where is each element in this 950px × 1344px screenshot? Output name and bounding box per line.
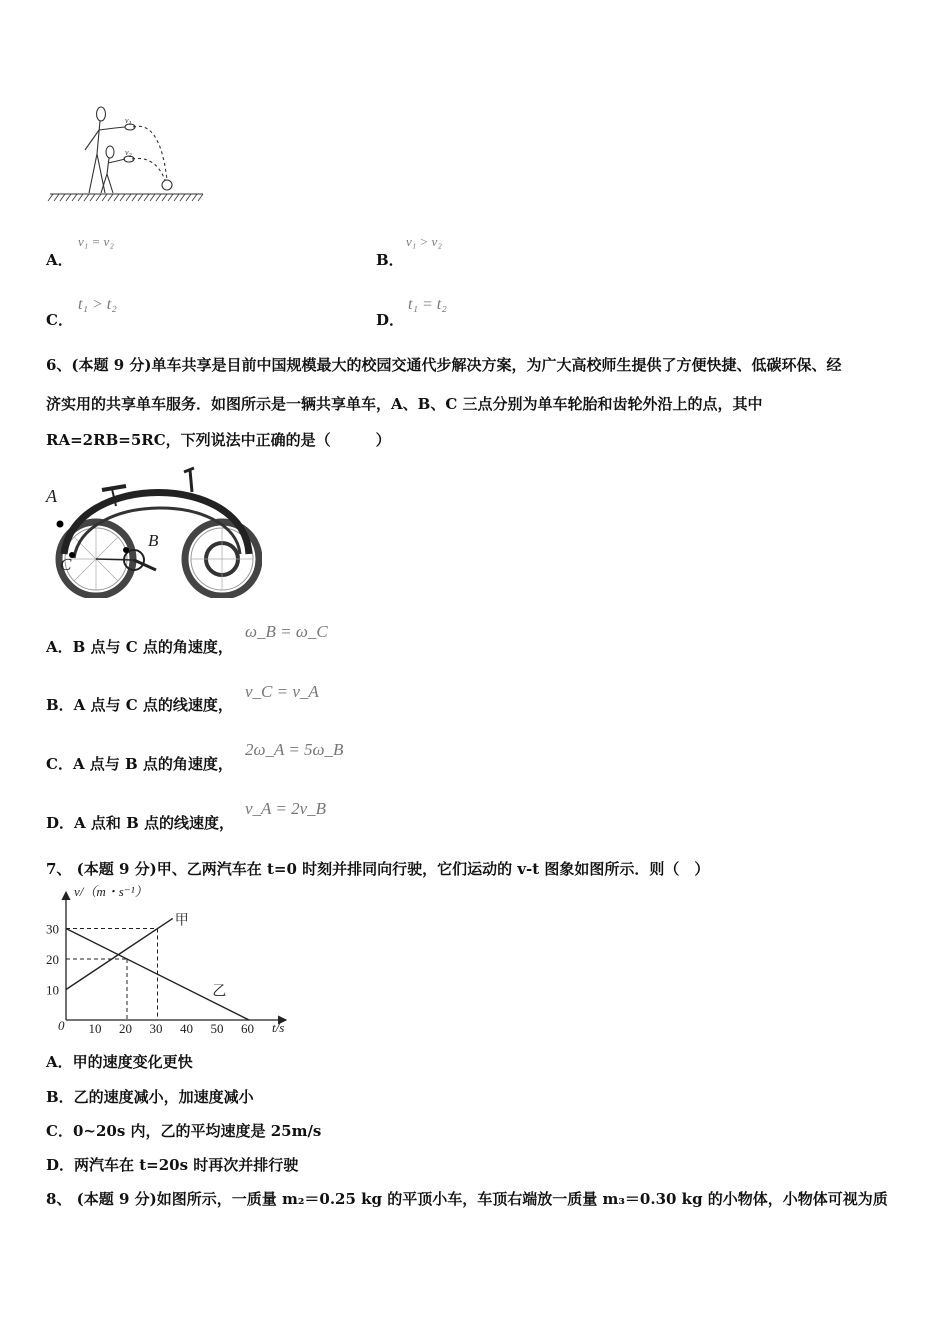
- q7-stem: 7、 (本题 9 分)甲、乙两汽车在 t=0 时刻并排同向行驶，它们运动的 v-t 图象如图所示．则（ ）: [46, 860, 710, 878]
- q5-option-b-label: B．: [376, 251, 404, 269]
- q6-option-c-text: C．A 点与 B 点的角速度，: [46, 755, 233, 773]
- y-tick-label-1: 20: [46, 952, 59, 967]
- chart-x-label: t/s: [272, 1020, 285, 1035]
- series-line-0: [66, 918, 173, 989]
- q5-option-c-expr: t₁ > t₂: [78, 296, 117, 313]
- q7-option-c: C．0~20s 内，乙的平均速度是 25m/s: [46, 1122, 322, 1140]
- svg-text:v2: $v_2$: [125, 148, 132, 159]
- q6-option-c-expr: 2ω_A = 5ω_B: [245, 740, 344, 759]
- x-tick-label-0: 10: [88, 1021, 102, 1036]
- q6-fig-label-b: B: [148, 531, 159, 550]
- x-tick-label-3: 40: [180, 1021, 193, 1036]
- x-tick-label-4: 50: [210, 1021, 224, 1036]
- chart-y-label: v/（m・s⁻¹）: [74, 884, 148, 899]
- q6-option-d-expr: v_A = 2v_B: [245, 799, 327, 818]
- q7-option-b: B．乙的速度减小，加速度减小: [46, 1088, 254, 1106]
- q5-option-b-expr: v₁ > v₂: [406, 234, 442, 249]
- svg-text:v1: $v_1$: [125, 116, 132, 127]
- q7-option-a: A．甲的速度变化更快: [46, 1053, 193, 1071]
- q6-fig-label-c: C: [60, 555, 72, 574]
- q5-fig-v2: v: [125, 148, 129, 157]
- q5-option-d-expr: t₁ = t₂: [408, 296, 447, 313]
- q6-option-d-text: D．A 点和 B 点的线速度，: [46, 814, 234, 832]
- y-tick-label-0: 10: [46, 982, 59, 998]
- x-tick-label-5: 60: [241, 1021, 254, 1036]
- q6-stem-line1: 6、(本题 9 分)单车共享是目前中国规模最大的校园交通代步解决方案，为广大高校师生提供了方便快捷、低碳环保、经: [46, 356, 842, 374]
- q7-option-d: D．两汽车在 t=20s 时再次并排行驶: [46, 1156, 299, 1174]
- y-tick-label-2: 30: [46, 921, 59, 937]
- q7-vt-chart: [44, 884, 294, 1036]
- x-tick-label-1: 20: [119, 1021, 132, 1036]
- q8-stem-line1: 8、 (本题 9 分)如图所示，一质量 m₂＝0.25 kg 的平顶小车，车顶右端放一质量 m₃＝0.30 kg 的小物体，小物体可视为质: [46, 1190, 888, 1208]
- q5-option-d-label: D．: [376, 311, 405, 329]
- q5-option-c-label: C．: [46, 311, 73, 329]
- series-label-1: 乙: [212, 984, 227, 1000]
- q6-stem-line2: 济实用的共享单车服务．如图所示是一辆共享单车，A、B、C 三点分别为单车轮胎和齿轮外沿上的点，其中: [46, 395, 763, 413]
- q6-option-b-text: B．A 点与 C 点的线速度，: [46, 696, 233, 714]
- series-label-0: 甲: [174, 913, 189, 929]
- q6-option-a-expr: ω_B = ω_C: [245, 622, 328, 641]
- q5-fig-v1: v: [125, 116, 129, 125]
- chart-origin-label: 0: [58, 1018, 65, 1033]
- q6-bicycle-figure: [44, 462, 262, 598]
- q6-option-b-expr: v_C = v_A: [245, 682, 319, 701]
- q5-option-a-expr: v₁ = v₂: [78, 234, 114, 249]
- q6-option-a-text: A．B 点与 C 点的角速度，: [46, 638, 233, 656]
- q6-stem-line3: RA=2RB=5RC，下列说法中正确的是（ ）: [46, 431, 391, 449]
- q6-fig-label-a: A: [46, 486, 57, 506]
- q5-option-a-label: A．: [46, 251, 73, 269]
- x-tick-label-2: 30: [149, 1021, 163, 1036]
- q5-figure: [45, 100, 210, 205]
